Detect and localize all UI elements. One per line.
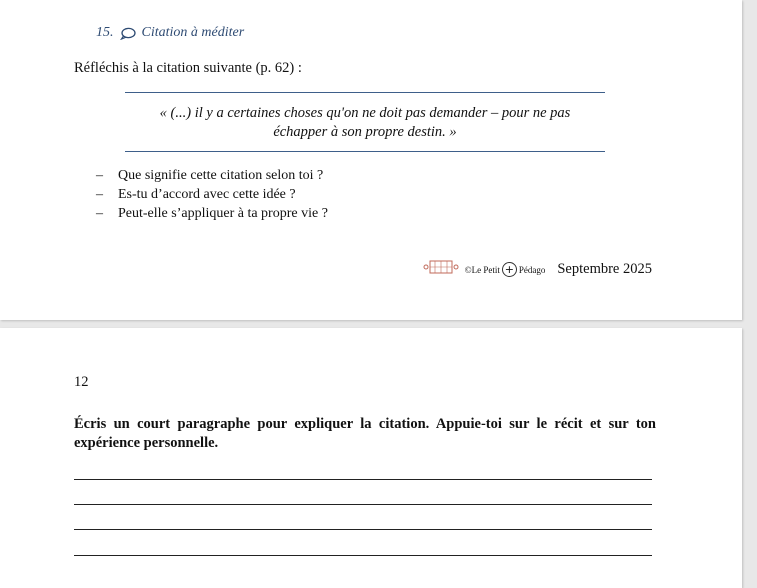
quote-line-1: « (...) il y a certaines choses qu'on ne doit pas demander – pour ne pas [159,105,571,121]
quote-line-2: échapper à son propre destin. » [273,124,457,140]
puzzle-logo-icon [423,259,461,280]
question-heading [96,25,244,41]
brand-logo: ©Le Petit + Pédago [464,263,546,276]
writing-line [74,555,652,556]
intro-text: Réfléchis à la citation suivante (p. 62) : [74,60,302,76]
writing-line [74,529,652,530]
quote-block [130,104,600,142]
quote-rule-bottom [125,151,605,152]
exercise-number: 12 [74,374,89,390]
list-item: – Es-tu d’accord avec cette idée ? [96,187,296,202]
question-list [96,166,328,223]
plus-circle-icon: + [502,262,517,277]
exercise-instruction: Écris un court paragraphe pour expliquer la citation. Appuie-toi sur le récit et sur ton expérience personnelle. [74,416,656,451]
quote-rule-top [125,92,605,93]
footer-date: Septembre 2025 [557,261,652,277]
page-footer [423,259,652,280]
writing-line [74,479,652,480]
speech-bubble-icon [120,27,136,40]
question-number: 15. [96,25,114,40]
question-title: Citation à méditer [141,25,245,40]
list-item: – Peut-elle s’appliquer à ta propre vie ? [96,206,328,221]
document-page-2 [0,328,742,588]
writing-line [74,504,652,505]
list-item: – Que signifie cette citation selon toi ? [96,168,324,183]
